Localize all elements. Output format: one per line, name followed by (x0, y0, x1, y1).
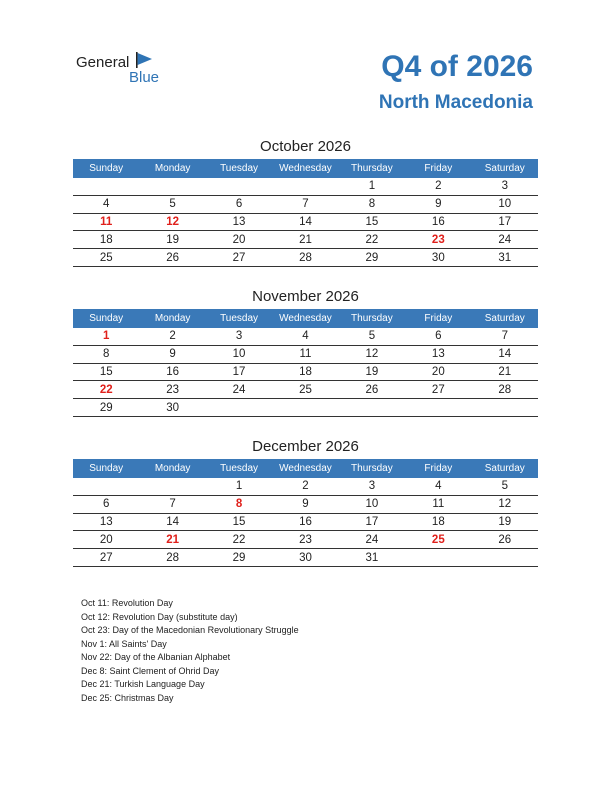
week-row (73, 249, 538, 267)
month-october (73, 137, 538, 267)
weekday-header: Saturday (472, 159, 538, 178)
empty-day-cell (272, 178, 338, 195)
week-row (73, 328, 538, 345)
day-cell: 23 (272, 531, 338, 549)
day-cell: 21 (139, 531, 205, 549)
empty-day-cell (405, 399, 471, 417)
holiday-note: Dec 8: Saint Clement of Ohrid Day (81, 665, 220, 676)
day-cell: 14 (472, 345, 538, 363)
empty-day-cell (73, 478, 139, 495)
day-cell: 13 (405, 345, 471, 363)
empty-day-cell (472, 549, 538, 567)
empty-day-cell (139, 478, 205, 495)
day-cell: 5 (472, 478, 538, 495)
day-cell: 13 (73, 513, 139, 531)
country-name: North Macedonia (378, 92, 533, 113)
day-cell: 11 (73, 213, 139, 231)
day-cell: 9 (272, 495, 338, 513)
empty-day-cell (339, 399, 405, 417)
holiday-note: Nov 22: Day of the Albanian Alphabet (81, 652, 231, 662)
weekday-header-row (73, 159, 538, 178)
empty-day-cell (139, 178, 205, 195)
week-row (73, 495, 538, 513)
week-row (73, 231, 538, 249)
day-cell: 19 (139, 231, 205, 249)
day-cell: 15 (339, 213, 405, 231)
day-cell: 20 (73, 531, 139, 549)
day-cell: 29 (73, 399, 139, 417)
day-cell: 6 (405, 328, 471, 345)
day-cell: 24 (339, 531, 405, 549)
weekday-header: Friday (405, 309, 471, 328)
day-cell: 7 (472, 328, 538, 345)
day-cell: 29 (339, 249, 405, 267)
day-cell: 20 (405, 363, 471, 381)
holiday-note: Oct 23: Day of the Macedonian Revolutionary Struggle (81, 625, 299, 635)
day-cell: 13 (206, 213, 272, 231)
day-cell: 22 (206, 531, 272, 549)
empty-day-cell (405, 549, 471, 567)
calendar-table (73, 459, 538, 567)
day-cell: 14 (139, 513, 205, 531)
day-cell: 6 (73, 495, 139, 513)
day-cell: 29 (206, 549, 272, 567)
weekday-header: Wednesday (272, 309, 338, 328)
day-cell: 27 (405, 381, 471, 399)
weekday-header: Monday (139, 459, 205, 478)
day-cell: 2 (139, 328, 205, 345)
day-cell: 12 (472, 495, 538, 513)
month-title: October 2026 (260, 138, 351, 155)
weekday-header: Tuesday (206, 159, 272, 178)
holiday-note: Nov 1: All Saints' Day (81, 638, 167, 649)
day-cell: 8 (339, 195, 405, 213)
day-cell: 28 (272, 249, 338, 267)
day-cell: 22 (73, 381, 139, 399)
week-row (73, 381, 538, 399)
day-cell: 1 (206, 478, 272, 495)
week-row (73, 178, 538, 195)
day-cell: 16 (139, 363, 205, 381)
weekday-header: Wednesday (272, 159, 338, 178)
day-cell: 16 (405, 213, 471, 231)
weekday-header: Wednesday (272, 459, 338, 478)
week-row (73, 363, 538, 381)
day-cell: 2 (272, 478, 338, 495)
day-cell: 4 (272, 328, 338, 345)
day-cell: 17 (339, 513, 405, 531)
day-cell: 30 (139, 399, 205, 417)
day-cell: 10 (472, 195, 538, 213)
day-cell: 3 (472, 178, 538, 195)
empty-day-cell (206, 178, 272, 195)
day-cell: 15 (206, 513, 272, 531)
weekday-header: Saturday (472, 309, 538, 328)
day-cell: 19 (472, 513, 538, 531)
day-cell: 25 (272, 381, 338, 399)
holiday-note: Dec 21: Turkish Language Day (81, 679, 205, 689)
week-row (73, 478, 538, 495)
weekday-header: Monday (139, 309, 205, 328)
day-cell: 10 (206, 345, 272, 363)
day-cell: 31 (339, 549, 405, 567)
day-cell: 4 (73, 195, 139, 213)
day-cell: 5 (139, 195, 205, 213)
weekday-header: Thursday (339, 309, 405, 328)
weekday-header: Sunday (73, 459, 139, 478)
week-row (73, 549, 538, 567)
weekday-header: Sunday (73, 309, 139, 328)
week-row (73, 531, 538, 549)
day-cell: 22 (339, 231, 405, 249)
day-cell: 10 (339, 495, 405, 513)
day-cell: 26 (472, 531, 538, 549)
day-cell: 23 (405, 231, 471, 249)
day-cell: 28 (472, 381, 538, 399)
empty-day-cell (472, 399, 538, 417)
day-cell: 8 (73, 345, 139, 363)
day-cell: 30 (405, 249, 471, 267)
day-cell: 21 (272, 231, 338, 249)
day-cell: 16 (272, 513, 338, 531)
holiday-note: Oct 12: Revolution Day (substitute day) (81, 611, 238, 622)
day-cell: 9 (405, 195, 471, 213)
week-row (73, 213, 538, 231)
weekday-header: Tuesday (206, 309, 272, 328)
weekday-header-row (73, 309, 538, 328)
week-row (73, 345, 538, 363)
day-cell: 12 (139, 213, 205, 231)
day-cell: 11 (272, 345, 338, 363)
day-cell: 18 (405, 513, 471, 531)
day-cell: 24 (206, 381, 272, 399)
weekday-header: Tuesday (206, 459, 272, 478)
day-cell: 28 (139, 549, 205, 567)
day-cell: 27 (73, 549, 139, 567)
day-cell: 7 (272, 195, 338, 213)
week-row (73, 195, 538, 213)
weekday-header: Thursday (339, 459, 405, 478)
week-row (73, 399, 538, 417)
holiday-list (81, 597, 299, 705)
day-cell: 3 (339, 478, 405, 495)
day-cell: 26 (339, 381, 405, 399)
month-december (73, 437, 538, 567)
month-november (73, 287, 538, 417)
logo-text-blue: Blue (129, 69, 160, 86)
weekday-header: Thursday (339, 159, 405, 178)
weekday-header: Friday (405, 159, 471, 178)
generalblue-logo (76, 52, 176, 88)
day-cell: 25 (73, 249, 139, 267)
day-cell: 31 (472, 249, 538, 267)
day-cell: 17 (472, 213, 538, 231)
day-cell: 30 (272, 549, 338, 567)
empty-day-cell (206, 399, 272, 417)
day-cell: 11 (405, 495, 471, 513)
flag-icon (135, 52, 153, 68)
holiday-note: Dec 25: Christmas Day (81, 692, 174, 703)
day-cell: 26 (139, 249, 205, 267)
day-cell: 18 (272, 363, 338, 381)
page-title: Q4 of 2026 (381, 50, 533, 83)
day-cell: 12 (339, 345, 405, 363)
logo-text-general: General (76, 54, 130, 71)
week-row (73, 513, 538, 531)
calendar-table (73, 309, 538, 417)
weekday-header: Sunday (73, 159, 139, 178)
day-cell: 8 (206, 495, 272, 513)
weekday-header: Saturday (472, 459, 538, 478)
calendar-table (73, 159, 538, 267)
empty-day-cell (73, 178, 139, 195)
day-cell: 3 (206, 328, 272, 345)
day-cell: 18 (73, 231, 139, 249)
weekday-header: Monday (139, 159, 205, 178)
day-cell: 1 (339, 178, 405, 195)
day-cell: 21 (472, 363, 538, 381)
day-cell: 14 (272, 213, 338, 231)
day-cell: 9 (139, 345, 205, 363)
day-cell: 20 (206, 231, 272, 249)
weekday-header: Friday (405, 459, 471, 478)
day-cell: 23 (139, 381, 205, 399)
weekday-header-row (73, 459, 538, 478)
day-cell: 7 (139, 495, 205, 513)
holiday-note: Oct 11: Revolution Day (81, 598, 173, 608)
day-cell: 24 (472, 231, 538, 249)
day-cell: 6 (206, 195, 272, 213)
day-cell: 27 (206, 249, 272, 267)
day-cell: 1 (73, 328, 139, 345)
day-cell: 15 (73, 363, 139, 381)
day-cell: 5 (339, 328, 405, 345)
month-title: December 2026 (252, 438, 359, 455)
day-cell: 4 (405, 478, 471, 495)
day-cell: 25 (405, 531, 471, 549)
day-cell: 2 (405, 178, 471, 195)
day-cell: 17 (206, 363, 272, 381)
month-title: November 2026 (252, 288, 359, 305)
day-cell: 19 (339, 363, 405, 381)
empty-day-cell (272, 399, 338, 417)
